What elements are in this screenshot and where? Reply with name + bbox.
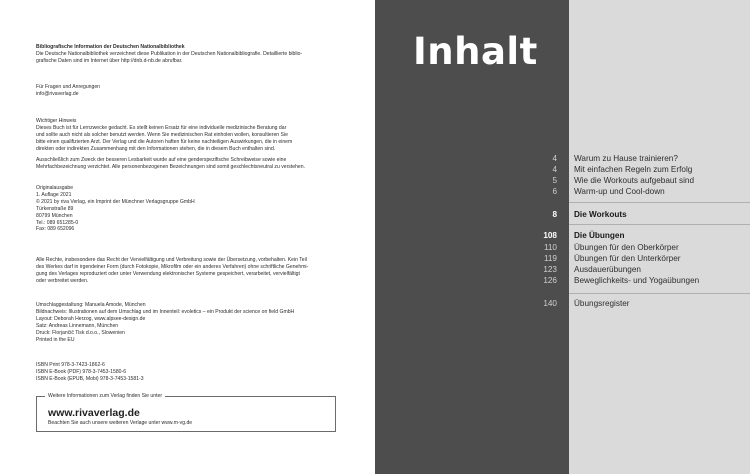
rights-line: oder verbreitet werden. [36, 277, 89, 284]
rights-line: des Werkes darf in irgendeiner Form (durch Fotokopie, Mikrofilm oder ein anderes Verfahren) ohne schriftliche Genehmi- [36, 263, 309, 270]
gender-note [36, 157, 336, 171]
edition-line: Tel.: 089 651285-0 [36, 219, 79, 226]
edition-line: Fax: 089 652096 [36, 226, 75, 233]
publisher-link[interactable]: www.rivaverlag.de [48, 407, 140, 419]
info-box [36, 393, 336, 432]
toc-entry-label: Warm-up und Cool-down [574, 187, 665, 196]
toc-page-number: 4 [552, 165, 557, 174]
toc-divider [569, 293, 750, 294]
rights-line: Alle Rechte, insbesondere das Recht der Vervielfältigung und Verbreitung sowie der Übersetzung, vorbehalten. Kein Teil [36, 257, 307, 263]
toc-entry[interactable] [375, 153, 750, 164]
isbn-line: ISBN E-Book (EPUB, Mobi) 978-3-7453-1581-3 [36, 375, 144, 382]
notice-block [36, 118, 336, 153]
gender-line: Ausschließlich zum Zweck der besseren Lesbarkeit wurde auf eine genderspezifische Schreibweise sowie eine [36, 157, 287, 163]
toc-entry[interactable] [375, 275, 750, 286]
credits-block [36, 302, 336, 343]
toc-entry[interactable] [375, 164, 750, 175]
biblio-info [36, 44, 336, 65]
credits-line: Bildnachweis: Illustrationen auf dem Umschlag und im Innenteil: evoletics – ein Produkt der science on field GmbH [36, 308, 295, 315]
notice-line: bitte einen qualifizierten Arzt. Der Verlag und die Autoren haften für keine nachteiligen Auswirkungen, die in einem [36, 138, 293, 145]
credits-line: Druck: Florjančič Tisk d.o.o., Slowenien [36, 329, 125, 336]
toc-page-number: 123 [543, 265, 557, 274]
rights-line: gung des Verlages reproduziert oder unter Verwendung elektronischer Systeme gespeichert, verarbeitet, vervielfältigt [36, 270, 300, 277]
toc-title: Inhalt [413, 30, 538, 73]
notice-line: und sollte auch nicht als solcher benutzt werden. Wenn Sie medizinischen Rat einholen wollen, konsultieren Sie [36, 131, 288, 138]
toc-page-number: 4 [552, 154, 557, 163]
toc-section-exercises[interactable] [375, 230, 750, 241]
toc-divider [569, 224, 750, 225]
toc-entry-label: Warum zu Hause trainieren? [574, 154, 678, 163]
toc-page-number: 108 [543, 231, 557, 240]
isbn-line: ISBN E-Book (PDF) 978-3-7453-1580-6 [36, 368, 127, 375]
credits-line: Satz: Andreas Linnemann, München [36, 322, 119, 329]
toc-page-number: 140 [543, 299, 557, 308]
info-box-title: Weitere Informationen zum Verlag finden Sie unter [45, 393, 165, 400]
credits-line: Printed in the EU [36, 336, 75, 343]
toc-entry[interactable] [375, 264, 750, 275]
toc-entry[interactable] [375, 175, 750, 186]
edition-line: Originalausgabe [36, 185, 74, 191]
toc-entry-label: Übungen für den Oberkörper [574, 243, 679, 252]
questions-email: info@rivaverlag.de [36, 90, 79, 97]
notice-line: direkten oder indirekten Zusammenhang mit den Informationen stehen, die in diesem Buch enthalten sind. [36, 145, 276, 152]
credits-line: Layout: Deborah Herzog, www.alpsee-design.de [36, 315, 146, 322]
toc-page-number: 6 [552, 187, 557, 196]
toc-divider [569, 202, 750, 203]
info-box-note: Beachten Sie auch unsere weiteren Verlage unter www.m-vg.de [48, 420, 193, 426]
toc-entry[interactable] [375, 298, 750, 309]
toc-page-number: 126 [543, 276, 557, 285]
biblio-title: Bibliografische Information der Deutschen Nationalbibliothek [36, 44, 185, 50]
toc-page-number: 110 [543, 243, 557, 252]
questions-block [36, 84, 336, 98]
edition-line: Türkenstraße 89 [36, 205, 74, 212]
toc-entry-label: Übungsregister [574, 299, 630, 308]
biblio-text: Die Deutsche Nationalbibliothek verzeichnet diese Publikation in der Deutschen Nationalbibliografie. Detaillierte biblio- [36, 51, 303, 57]
toc-page-number: 8 [552, 210, 557, 219]
credits-line: Umschlaggestaltung: Manuela Amode, München [36, 302, 146, 308]
toc-entry-label: Die Übungen [574, 231, 625, 240]
toc-entry-label: Übungen für den Unterkörper [574, 254, 681, 263]
toc-entry[interactable] [375, 253, 750, 264]
rights-block [36, 257, 336, 285]
notice-line: Dieses Buch ist für Lernzwecke gedacht. Es stellt keinen Ersatz für eine individuelle medizinische Beratung dar [36, 124, 287, 131]
edition-block [36, 185, 336, 233]
toc-section-workouts[interactable] [375, 209, 750, 220]
toc-page-number: 5 [552, 176, 557, 185]
notice-title: Wichtiger Hinweis [36, 118, 77, 124]
questions-title: Für Fragen und Anregungen [36, 84, 100, 90]
edition-line: 80799 München [36, 212, 73, 219]
toc-entry-label: Ausdauerübungen [574, 265, 641, 274]
toc-entry-label: Mit einfachen Regeln zum Erfolg [574, 165, 693, 174]
gender-line: Mehrfachbezeichnung verzichtet. Alle personenbezogenen Bezeichnungen sind somit geschlechtsneutral zu verstehen. [36, 163, 306, 170]
edition-line: © 2021 by riva Verlag, ein Imprint der Münchner Verlagsgruppe GmbH [36, 198, 195, 205]
toc-entry[interactable] [375, 186, 750, 197]
isbn-block [36, 362, 336, 383]
toc-entry-label: Beweglichkeits- und Yogaübungen [574, 276, 700, 285]
toc-entry-label: Die Workouts [574, 210, 627, 219]
toc-entry-label: Wie die Workouts aufgebaut sind [574, 176, 694, 185]
toc-entry[interactable] [375, 242, 750, 253]
toc-page-number: 119 [543, 254, 557, 263]
isbn-line: ISBN Print 978-3-7423-1862-6 [36, 362, 105, 368]
biblio-text: grafische Daten sind im Internet über http://dnb.d-nb.de abrufbar. [36, 58, 183, 64]
edition-line: 1. Auflage 2021 [36, 191, 72, 198]
